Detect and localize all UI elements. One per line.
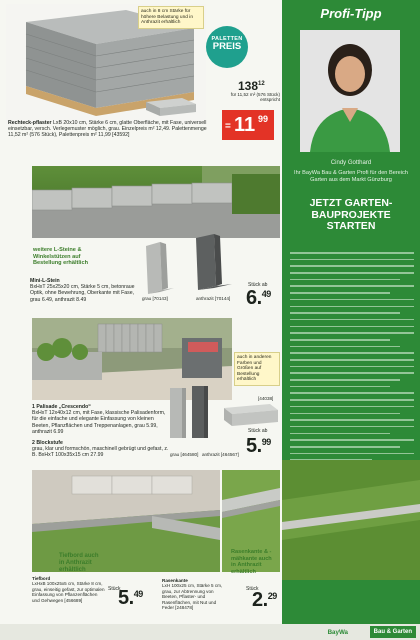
advisor-name: Cindy Gotthard [330, 160, 372, 166]
advisor-intro: Ihr BayWa Bau & Garten Profi für den Bereich Garten aus dem Markt Günzburg [294, 170, 408, 183]
price-tag-red: = 11 99 [222, 110, 274, 140]
garden-border-photo [282, 460, 420, 580]
price-palisade: 5.99 [246, 435, 271, 457]
colour-size-note: auch in anderen Farben und Größen auf Bestellung erhältlich [234, 352, 280, 386]
price-mini-l-stein: 6.49 [246, 287, 271, 309]
tip-body-text [290, 252, 414, 472]
price-rasenkante: 2.29 [252, 589, 277, 611]
rasenkante-tag: Rasenkante & -mähkante auch in Anthrazit erhältlich [231, 549, 272, 575]
tip-headline: JETZT GARTEN-BAUPROJEKTE STARTEN [309, 197, 393, 232]
paletten-preis-badge: PALETTEN PREIS [206, 26, 248, 68]
product-desc-tiefbord: Tiefbord LxHxB 100x25x5 cm, Stärke 8 cm, grau, einseitig gefast, zur optimalen Einfassung von Pflanzenflächen und Gehwegen [456689] [32, 576, 105, 603]
product-desc-rechteckpflaster: Rechteck-pflaster LxB 20x10 cm, Stärke 6 cm, glatte Oberfläche, mit Fase, universell einsetzbar, versch. Verlegemuster möglich, grau. Einzelpreis m² 12,49. Palettenmenge 11,52 m² (576 Stück), Palettenpreis m² 11,99 [43592] [8, 120, 207, 139]
footer-logo-bau-garten: Bau & Garten [370, 626, 416, 638]
stueck-ab-label: Stück ab [248, 282, 268, 288]
stueck-rasenkante: Stück [246, 586, 259, 592]
label-anthrazit-palisade: anthrazit [464567] [202, 452, 239, 457]
pallet-price: $138^{12}$ [238, 79, 265, 93]
label-anthrazit: anthrazit [70144] [196, 296, 231, 301]
product-desc-rasenkante: Rasenkante LxH 100x25 cm, Stärke 5 cm, grau, zur Abtrennung von Beeten, Pflaster- und Rasenflächen, mit Nut und Feder [248478] [162, 578, 223, 611]
colour-note: auch in 8 cm Stärke für höhere Belastung und in Anthrazit erhältlich [138, 6, 204, 29]
stueck-tiefbord: Stück [108, 586, 121, 592]
profi-tipp-header: Profi-Tipp [282, 0, 420, 28]
price-tiefbord: 5.49 [118, 587, 143, 609]
footer-bar [0, 624, 420, 640]
advisor-portrait [300, 30, 400, 152]
stueck-ab-palisade: Stück ab [248, 428, 268, 434]
code-44038: [44038] [258, 396, 274, 401]
l-stone-product-photo [140, 224, 240, 296]
footer-logo-baywa: BayWa [327, 629, 348, 636]
label-grau-palisade: grau [464580] [170, 452, 199, 457]
pallet-subtext: für 11,52 m² (576 Stück) entspricht [230, 92, 280, 103]
tiefbord-tag: Tiefbord auch in Anthrazit erhältlich [59, 553, 99, 573]
l-stone-order-tag: weitere L-Steine & Winkelstützen auf Bestellung erhältlich [33, 247, 89, 267]
product-desc-mini-l-stein: Mini-L-Stein BxHxT 25x25x20 cm, Stärke 5 cm, betonraue Optik, ohne Bewehrung, Oberkante mit Fase, grau 6.49, anthrazit 8.49 [30, 278, 135, 303]
label-grau: grau [70143] [142, 296, 168, 301]
product-desc-palisade: 1 Palisade „Crescendo“ BxHxT 12x40x12 cm, mit Fase, klassische Palisadenform, für die einfache und elegante Einfassung von kleinen Beeten, Pflanzflächen und Treppenanlagen, grau 5.99, anthrazit 6.99 [32, 404, 166, 435]
product-desc-blockstufe: 2 Blockstufe grau, klar und formschön, maschinell gebrügt und gefast, z. B. BxHxT 100x35x15 cm 27.99 [32, 440, 169, 459]
